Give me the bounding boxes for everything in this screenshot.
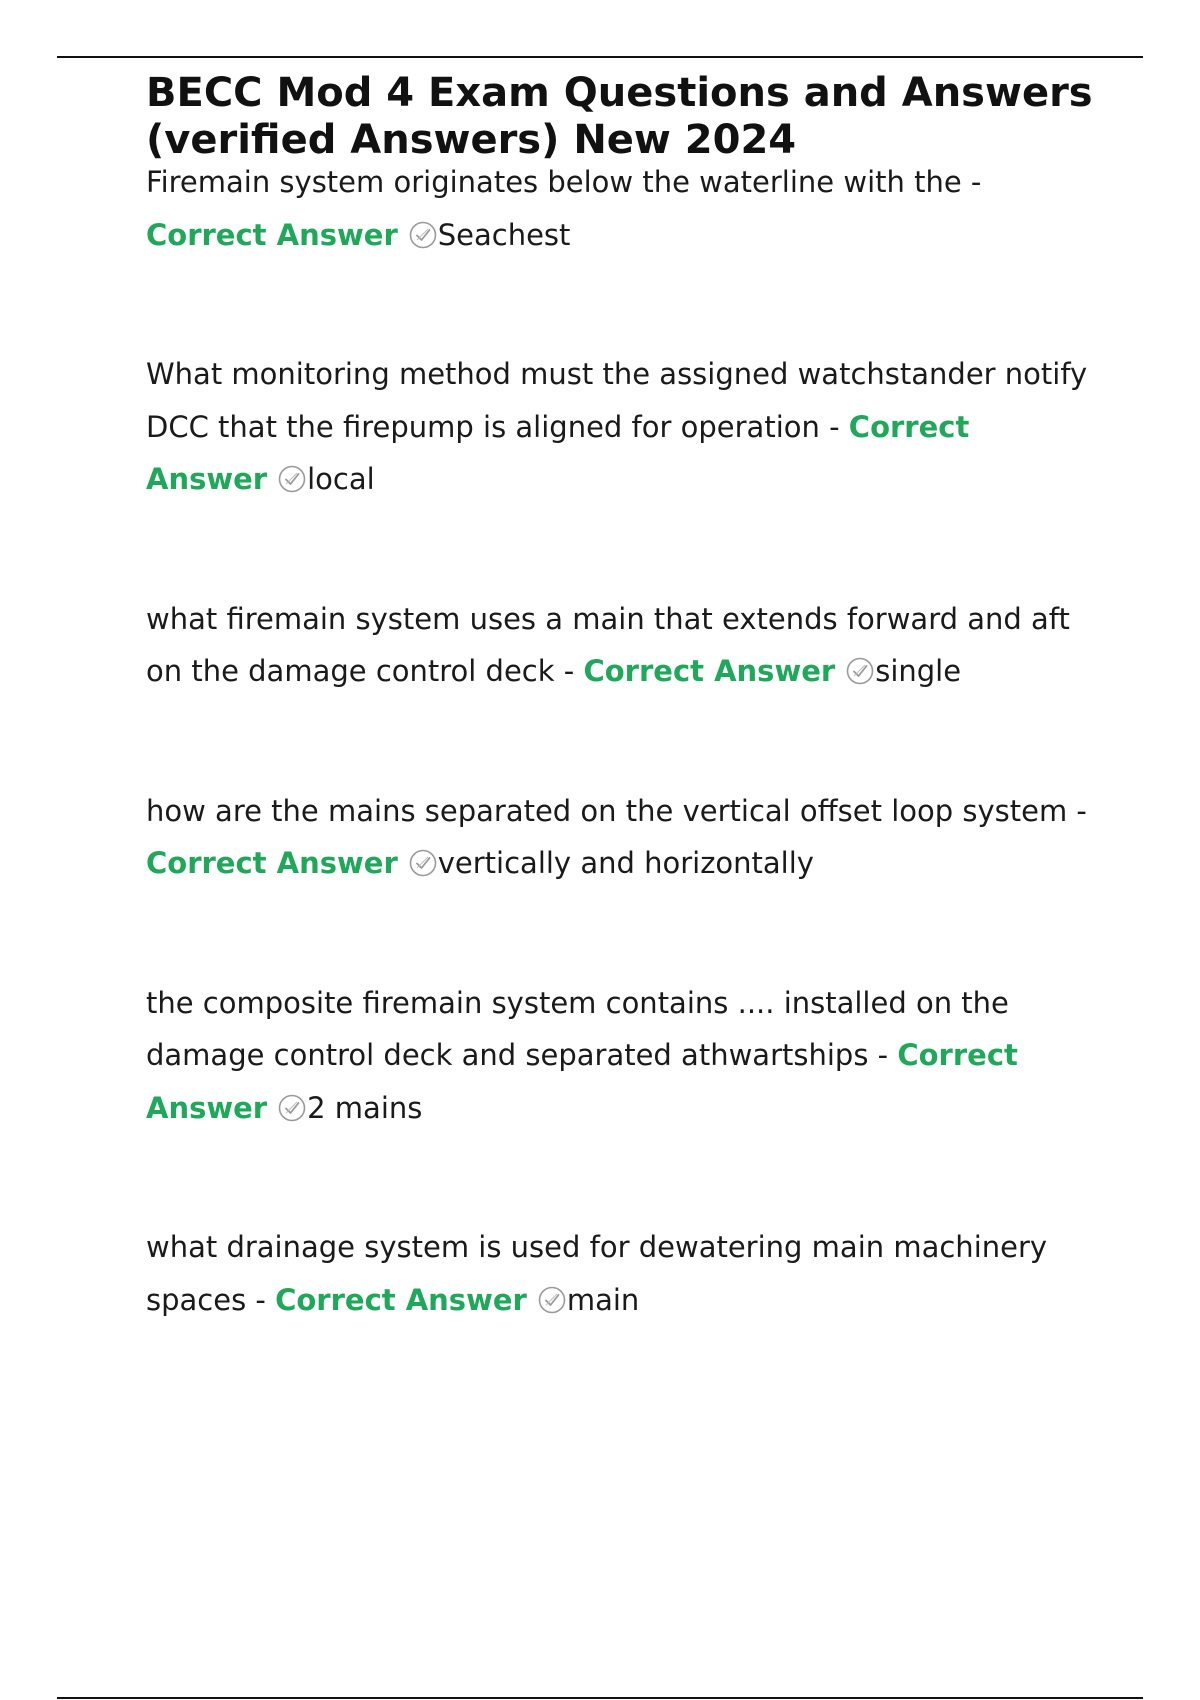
check-circle-icon — [537, 1285, 567, 1315]
check-circle-icon — [277, 1093, 307, 1123]
question-text: what drainage system is used for dewatering main machinery spaces — [146, 1230, 1048, 1317]
question-text: what firemain system uses a main that extends forward and aft on the damage control deck — [146, 601, 1070, 688]
question-separator: - — [819, 409, 849, 444]
correct-answer-label: Correct Answer — [275, 1282, 527, 1317]
correct-answer-label: Correct Answer — [146, 846, 398, 880]
question-separator: - — [554, 654, 584, 688]
correct-answer-label: Correct Answer — [146, 1038, 1018, 1125]
qa-item — [146, 348, 1096, 506]
question-separator: - — [1067, 793, 1087, 828]
question-text: how are the mains separated on the vertical offset loop system — [146, 793, 1068, 828]
answer-text: main — [566, 1282, 640, 1317]
correct-answer-label: Correct Answer — [146, 217, 398, 252]
qa-item — [146, 785, 1096, 890]
correct-answer-label: Correct Answer — [583, 654, 836, 688]
qa-item — [146, 1221, 1096, 1326]
question-text: Firemain system originates below the waterline with the — [146, 165, 962, 199]
check-circle-icon — [408, 848, 438, 878]
check-circle-icon — [408, 220, 438, 250]
qa-item — [146, 593, 1096, 698]
question-text: What monitoring method must the assigned watchstander notify DCC that the firepump is aligned for operation — [146, 357, 1088, 444]
check-circle-icon — [845, 656, 875, 686]
correct-answer-label: Correct Answer — [146, 409, 970, 496]
answer-text: vertically and horizontally — [437, 846, 814, 880]
top-rule — [57, 56, 1143, 58]
question-separator: - — [868, 1038, 898, 1072]
document-body — [146, 70, 1096, 1326]
document-title: BECC Mod 4 Exam Questions and Answers (verified Answers) New 2024 — [146, 70, 1093, 163]
answer-text: single — [875, 654, 962, 688]
question-separator: - — [961, 165, 982, 199]
qa-item — [146, 156, 1096, 261]
answer-text: local — [307, 462, 375, 496]
answer-text: 2 mains — [307, 1090, 423, 1125]
check-circle-icon — [277, 464, 307, 494]
answer-text: Seachest — [437, 217, 571, 252]
qa-list — [146, 156, 1096, 1326]
qa-item — [146, 977, 1096, 1135]
bottom-rule — [57, 1697, 1143, 1699]
question-text: the composite firemain system contains .... installed on the damage control deck and separated athwartships — [146, 985, 1009, 1072]
question-separator: - — [246, 1282, 276, 1317]
